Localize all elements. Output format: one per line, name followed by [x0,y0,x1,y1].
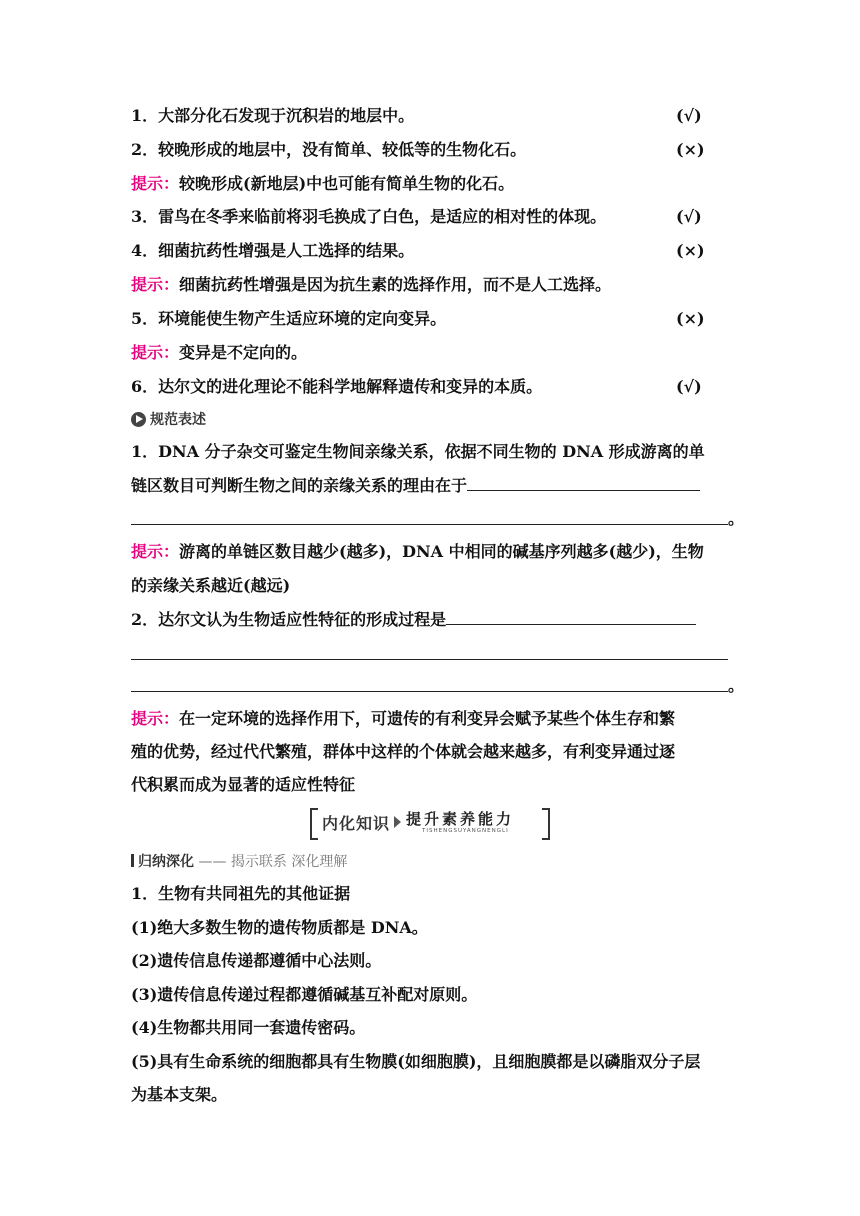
item-number: 6． [131,377,159,396]
subheader-description: 揭示联系 深化理解 [230,854,348,870]
question-1-line-1: 1．DNA 分子杂交可鉴定生物间亲缘关系，依据不同生物的 DNA 形成游离的单 [131,442,705,461]
period-mark: 。 [728,676,745,695]
hint-text: 在一定环境的选择作用下，可遗传的有利变异会赋予某些个体生存和繁 [179,709,676,728]
answer-blank [446,608,696,625]
hint-label: 提示： [131,174,180,193]
judgement-item-1 [131,105,731,127]
play-circle-icon [131,412,146,427]
item-text: 雷鸟在冬季来临前将羽毛换成了白色，是适应的相对性的体现。 [158,207,607,226]
answer-mark-1: (√) [676,106,702,125]
item-number: 4． [131,241,159,260]
section-header-expression [131,409,206,429]
evidence-title: 1．生物有共同祖先的其他证据 [131,884,351,903]
hint-line-2 [131,173,731,195]
hint-text: 游离的单链区数目越少(越多)，DNA 中相同的碱基序列越多(越少)，生物 [179,542,704,561]
item-text: 环境能使生物产生适应环境的定向变异。 [158,309,447,328]
item-number: 5． [131,309,159,328]
evidence-point-2: (2)遗传信息传递都遵循中心法则。 [131,951,382,970]
hint-line-5 [131,342,731,364]
question-2-hint-1 [131,708,731,730]
arrow-icon [394,816,401,828]
question-2-hint-3: 代积累而成为显著的适应性特征 [131,775,356,794]
hint-label: 提示： [131,275,180,294]
answer-mark-3: (√) [676,207,702,226]
answer-blank-line [131,658,728,660]
item-text: 较晚形成的地层中，没有简单、较低等的生物化石。 [158,140,527,159]
question-2-line-1 [131,608,731,631]
period-mark: 。 [728,509,745,528]
hint-text: 细菌抗药性增强是因为抗生素的选择作用，而不是人工选择。 [179,275,612,294]
item-number: 1． [131,106,159,125]
answer-blank-line [131,690,728,692]
left-bracket [310,808,318,840]
item-number: 2． [131,140,159,159]
evidence-point-3: (3)遗传信息传递过程都遵循碱基互补配对原则。 [131,985,478,1004]
subheader-title: 归纳深化 [138,854,194,870]
judgement-item-6 [131,376,731,398]
hint-text: 变异是不定向的。 [179,343,308,362]
hint-label: 提示： [131,542,180,561]
evidence-point-4: (4)生物都共用同一套遗传密码。 [131,1018,366,1037]
judgement-item-3 [131,206,731,228]
judgement-item-5 [131,308,731,330]
evidence-point-5-cont: 为基本支架。 [131,1085,228,1104]
answer-blank-line [131,523,728,525]
judgement-item-4 [131,240,731,262]
hint-label: 提示： [131,709,180,728]
question-1-hint-1 [131,541,731,563]
question-1-line-2 [131,474,731,497]
question-text: 链区数目可判断生物之间的亲缘关系的理由在于 [131,476,468,495]
hint-label: 提示： [131,343,180,362]
bar-icon [131,854,134,867]
section-banner [310,808,550,838]
banner-pinyin: TISHENGSUYANGNENGLI [422,828,509,834]
answer-blank [467,474,700,491]
evidence-point-1: (1)绝大多数生物的遗传物质都是 DNA。 [131,918,428,937]
right-bracket [542,808,550,840]
hint-line-4 [131,274,731,296]
answer-mark-6: (√) [676,377,702,396]
judgement-item-2 [131,139,731,161]
hint-text: 较晚形成(新地层)中也可能有简单生物的化石。 [179,174,515,193]
question-text: 2．达尔文认为生物适应性特征的形成过程是 [131,610,447,629]
question-1-hint-2: 的亲缘关系越近(越远) [131,576,291,595]
subheader-dash: —— [198,854,227,870]
answer-mark-5: (×) [676,309,705,328]
item-text: 达尔文的进化理论不能科学地解释遗传和变异的本质。 [158,377,543,396]
evidence-point-5: (5)具有生命系统的细胞都具有生物膜(如细胞膜)，且细胞膜都是以磷脂双分子层 [131,1052,701,1071]
summary-subheader [131,851,347,871]
section-title: 规范表述 [150,412,206,428]
question-2-hint-2: 殖的优势，经过代代繁殖，群体中这样的个体就会越来越多，有利变异通过逐 [131,742,676,761]
answer-mark-4: (×) [676,241,705,260]
banner-right-text: 提升素养能力 [406,810,515,828]
answer-mark-2: (×) [676,140,705,159]
item-text: 大部分化石发现于沉积岩的地层中。 [158,106,415,125]
item-number: 3． [131,207,159,226]
item-text: 细菌抗药性增强是人工选择的结果。 [158,241,415,260]
banner-left-text: 内化知识 [322,814,391,833]
